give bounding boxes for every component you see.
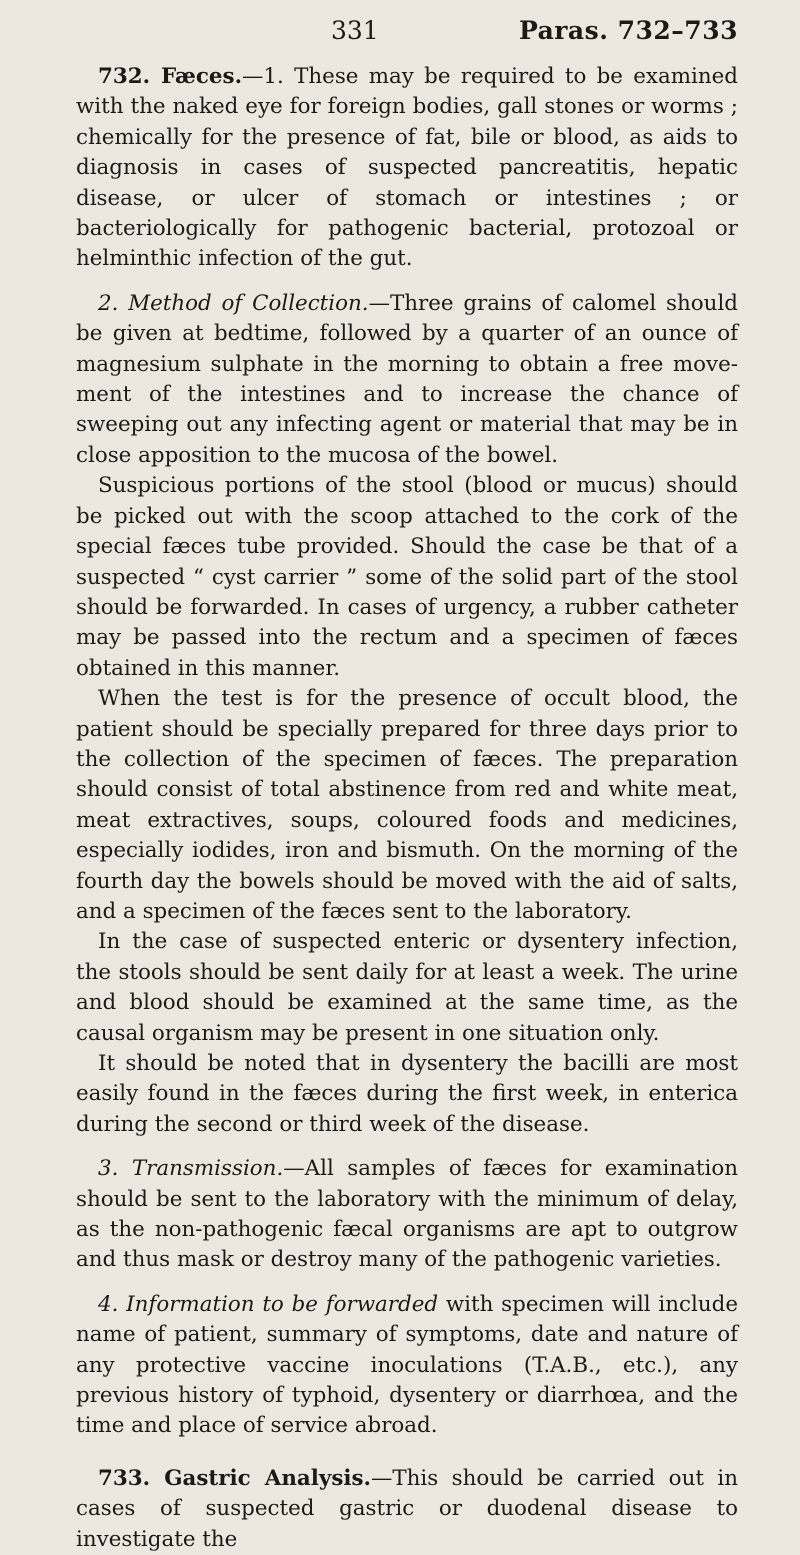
para-transmission xyxy=(76,1154,738,1276)
para-733 xyxy=(76,1464,738,1555)
para-information-text: with specimen will include name of patient, summary of symptoms, date and nature of any protective vaccine inoculations (T.A.B., etc.), any previous history of typhoid, dysentery or diarrhœa, and the time and place of service abroad. xyxy=(76,1291,738,1439)
para-733-text: —This should be carried out in cases of suspected gastric or duodenal disease to investigate the xyxy=(76,1465,738,1552)
para-dysentery: It should be noted that in dysentery the bacilli are most easily found in the fæces during the first week, in enterica during the second or third week of the disease. xyxy=(76,1051,738,1137)
running-header xyxy=(76,0,738,62)
para-732-intro-text: —1. These may be required to be examined with the naked eye for foreign bodies, gall stones or worms ; chemically for the presence of fat, bile or blood, as aids to diagnosis in cases of suspected pancreatitis, hepatic disease, or ulcer of stomach or intestines ; or bacteriologically for pathogenic bacterial, protozoal or helminthic infection of the gut. xyxy=(76,64,738,272)
body-text xyxy=(76,62,738,1555)
paragraph-reference: Paras. 732–733 xyxy=(518,16,738,45)
para-method-text: —Three grains of calomel should be given at bedtime, followed by a quarter of an ounce of magnesium sulphate in the morning to obtain a free move- ment of the intestines and to increase the chance of sweeping out any infecting agent or material that may be in close apposition to the mucosa of the bowel. xyxy=(76,290,738,468)
section-heading-732: 732. Fæces. xyxy=(98,64,243,89)
page-number: 331 xyxy=(331,16,379,45)
para-suspicious: Suspicious portions of the stool (blood or mucus) should be picked out with the scoop attached to the cork of the special fæces tube provided. Should the case be that of a suspected “ cyst carrier ” some of the solid part of the stool should be forwarded. In cases of urgency, a rubber catheter may be passed into the rectum and a specimen of fæces obtained in this manner. xyxy=(76,473,738,681)
para-occult: When the test is for the presence of occult blood, the patient should be specially prepared for three days prior to the collection of the specimen of fæces. The preparation should consist of total abstinence from red and white meat, meat extractives, soups, coloured foods and medicines, especially iodides, iron and bismuth. On the morning of the fourth day the bowels should be moved with the aid of salts, and a specimen of the fæces sent to the laboratory. xyxy=(76,686,738,924)
subheading-method: 2. Method of Collection. xyxy=(98,290,369,316)
subheading-transmission: 3. Transmission. xyxy=(98,1156,284,1182)
para-method xyxy=(76,289,738,471)
para-enteric: In the case of suspected enteric or dysentery infection, the stools should be sent daily for at least a week. The urine and blood should be examined at the same time, as the causal organism may be present in one situation only. xyxy=(76,929,738,1046)
para-information xyxy=(76,1290,738,1442)
para-transmission-text: —All samples of fæces for examination should be sent to the laboratory with the minimum of delay, as the non-pathogenic fæcal organisms are apt to outgrow and thus mask or destroy many of the pathogenic varieties. xyxy=(76,1156,738,1273)
section-heading-733: 733. Gastric Analysis. xyxy=(98,1465,371,1491)
subheading-information: 4. Information to be forwarded xyxy=(98,1291,439,1317)
para-732-intro xyxy=(76,62,738,275)
